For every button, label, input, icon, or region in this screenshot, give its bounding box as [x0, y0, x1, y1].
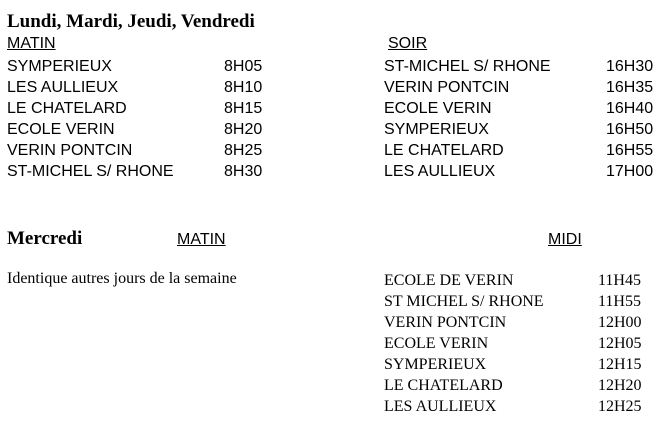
weekday-morning-schedule — [7, 56, 267, 182]
stop-time: 8H30 — [224, 163, 263, 180]
stop-name: LES AULLIEUX — [7, 79, 119, 96]
stop-time: 12H15 — [598, 356, 642, 373]
stop-time: 16H50 — [606, 121, 654, 138]
stop-time: 16H55 — [606, 142, 654, 159]
stop-name: SYMPERIEUX — [7, 58, 112, 75]
stop-name: ECOLE VERIN — [7, 121, 115, 138]
stop-time: 12H00 — [598, 314, 642, 331]
schedule-row — [384, 375, 654, 396]
stop-name: ST-MICHEL S/ RHONE — [384, 58, 551, 75]
schedule-row — [7, 98, 267, 119]
schedule-row — [384, 140, 654, 161]
stop-time: 16H30 — [606, 58, 654, 75]
schedule-row — [384, 333, 654, 354]
schedule-row — [384, 291, 654, 312]
stop-time: 8H25 — [224, 142, 263, 159]
stop-time: 17H00 — [606, 163, 654, 180]
stop-time: 8H10 — [224, 79, 263, 96]
stop-time: 12H05 — [598, 335, 642, 352]
stop-name: LE CHATELARD — [384, 142, 504, 159]
schedule-row — [384, 119, 654, 140]
schedule-row — [7, 140, 267, 161]
schedule-row — [384, 161, 654, 182]
stop-time: 11H55 — [598, 293, 641, 310]
stop-name: ECOLE DE VERIN — [384, 272, 514, 289]
wednesday-midday-schedule — [384, 270, 654, 417]
stop-name: ECOLE VERIN — [384, 100, 492, 117]
stop-name: LE CHATELARD — [384, 377, 503, 394]
weekday-title: Lundi, Mardi, Jeudi, Vendredi — [7, 11, 255, 32]
stop-time: 8H05 — [224, 58, 263, 75]
weekday-evening-label: SOIR — [388, 35, 428, 52]
stop-name: ST-MICHEL S/ RHONE — [7, 163, 174, 180]
schedule-row — [384, 396, 654, 417]
weekday-morning-label: MATIN — [7, 35, 56, 52]
schedule-row — [7, 161, 267, 182]
schedule-row — [7, 56, 267, 77]
stop-name: ST MICHEL S/ RHONE — [384, 293, 544, 310]
stop-name: LE CHATELARD — [7, 100, 127, 117]
schedule-row — [384, 98, 654, 119]
schedule-row — [384, 312, 654, 333]
schedule-row — [384, 77, 654, 98]
wednesday-midday-label: MIDI — [548, 231, 582, 248]
wednesday-morning-label: MATIN — [177, 231, 226, 248]
stop-time: 16H35 — [606, 79, 654, 96]
stop-time: 12H20 — [598, 377, 642, 394]
stop-name: VERIN PONTCIN — [7, 142, 133, 159]
schedule-row — [384, 56, 654, 77]
stop-name: LES AULLIEUX — [384, 398, 497, 415]
schedule-row — [384, 354, 654, 375]
stop-name: SYMPERIEUX — [384, 356, 487, 373]
wednesday-title: Mercredi — [7, 228, 83, 249]
schedule-row — [384, 270, 654, 291]
schedule-row — [7, 77, 267, 98]
stop-name: VERIN PONTCIN — [384, 79, 510, 96]
stop-time: 12H25 — [598, 398, 642, 415]
wednesday-morning-note: Identique autres jours de la semaine — [7, 270, 237, 287]
stop-name: VERIN PONTCIN — [384, 314, 507, 331]
stop-name: SYMPERIEUX — [384, 121, 489, 138]
stop-time: 8H15 — [224, 100, 263, 117]
weekday-evening-schedule — [384, 56, 654, 182]
stop-name: ECOLE VERIN — [384, 335, 489, 352]
stop-time: 11H45 — [598, 272, 641, 289]
schedule-row — [7, 119, 267, 140]
stop-time: 16H40 — [606, 100, 654, 117]
stop-time: 8H20 — [224, 121, 263, 138]
stop-name: LES AULLIEUX — [384, 163, 496, 180]
